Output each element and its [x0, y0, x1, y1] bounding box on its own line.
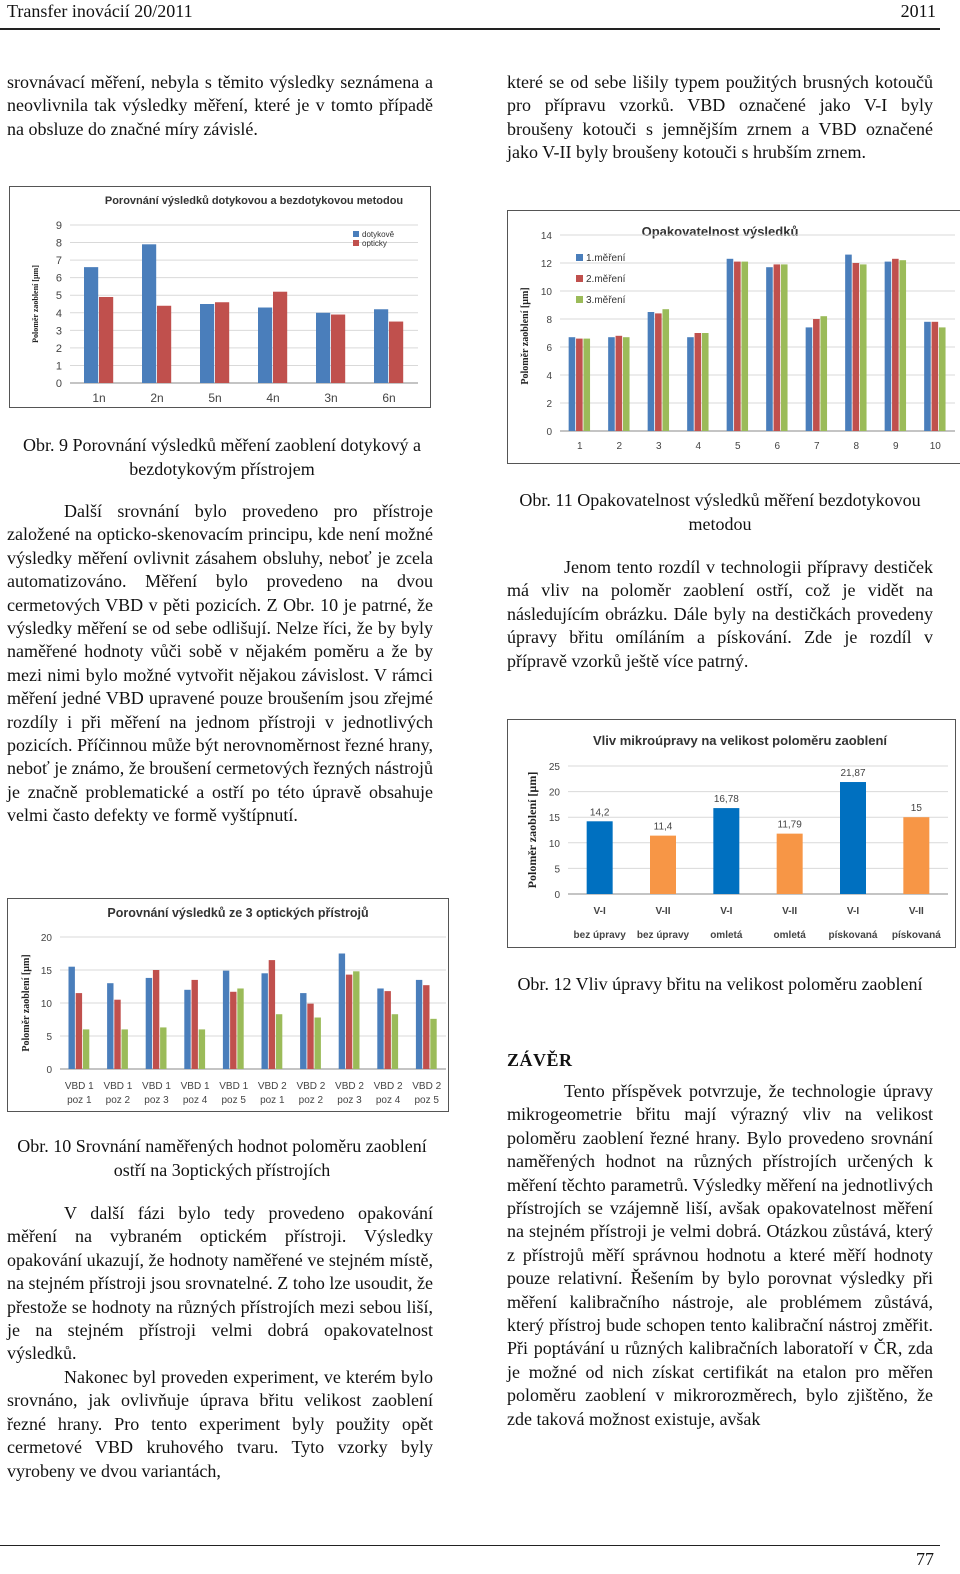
fig11-bar-1men-7 [806, 327, 813, 431]
fig10-category-label: poz 3 [337, 1095, 362, 1106]
fig11-bar-2men-2 [616, 336, 623, 431]
fig12-category-label: omletá [773, 930, 806, 941]
fig9-ytick-label: 7 [55, 255, 62, 268]
fig11-bar-3men-3 [662, 309, 669, 431]
fig12-category-label: pískovaná [828, 930, 878, 941]
fig10-ytick-label: 20 [40, 933, 52, 944]
fig10-category-label: VBD 2 [412, 1081, 442, 1092]
page-header [0, 0, 960, 30]
fig10-bar-pstroj3-9 [392, 1014, 398, 1069]
fig11-bar-3men-10 [939, 327, 946, 431]
fig10-category-label: VBD 2 [373, 1081, 403, 1092]
fig12-bar-2 [650, 836, 676, 894]
fig9-ytick-label: 9 [55, 220, 62, 232]
fig11-bar-2men-4 [695, 333, 702, 431]
fig12-data-label: 14,2 [589, 807, 610, 819]
fig11-bar-1men-8 [845, 255, 852, 431]
fig11-bar-3men-6 [781, 264, 788, 431]
fig12-ytick-label: 15 [548, 813, 560, 825]
fig10-bar-pstroj1-2 [107, 983, 113, 1069]
fig10-category-label: VBD 2 [296, 1081, 326, 1092]
fig9-legend-swatch [353, 231, 359, 237]
fig12-category-label: V-I [593, 906, 606, 917]
fig11-bar-3men-7 [820, 316, 827, 431]
fig11-category-label: 7 [813, 441, 820, 452]
fig10-ytick-label: 0 [46, 1065, 52, 1076]
fig11-bar-1men-5 [727, 259, 734, 431]
fig9-category-label: 3n [324, 391, 338, 405]
fig10-category-label: VBD 1 [219, 1081, 249, 1092]
fig9-bar-dotykov-3 [200, 304, 214, 383]
fig10-bar-pstroj2-5 [230, 992, 236, 1069]
fig10-category-label: VBD 1 [103, 1081, 133, 1092]
fig9-title: Porovnání výsledků dotykovou a bezdotykovou metodou [104, 195, 404, 207]
fig11-category-label: 5 [734, 441, 741, 452]
fig10-category-label: poz 5 [414, 1095, 439, 1106]
fig11-bar-1men-2 [608, 337, 615, 431]
fig10-bar-pstroj2-4 [192, 980, 198, 1069]
footer-rule [0, 1545, 940, 1546]
fig10-bar-pstroj1-7 [300, 993, 306, 1069]
fig10-category-label: poz 3 [144, 1095, 169, 1106]
fig11-bar-3men-9 [899, 260, 906, 431]
fig10-bar-pstroj3-1 [83, 1029, 89, 1069]
fig11-bar-3men-1 [583, 339, 590, 431]
fig12-ylabel: Poloměr zaoblení [µm] [525, 771, 539, 889]
fig9-category-label: 6n [382, 391, 396, 405]
fig10-bar-pstroj2-3 [153, 970, 159, 1069]
fig10-category-label: poz 4 [375, 1095, 401, 1106]
fig12-bar-1 [587, 821, 613, 894]
fig11-title: Opakovatelnost výsledků [641, 224, 799, 239]
fig10-bar-pstroj1-5 [223, 971, 229, 1069]
fig11-bar-3men-8 [860, 264, 867, 431]
fig11-ytick-label: 8 [546, 315, 552, 326]
fig10-bar-pstroj1-10 [416, 980, 422, 1069]
fig10-bar-pstroj1-1 [69, 967, 75, 1069]
left-paragraph-3: V další fázi bylo tedy provedeno opakování měření na vybraném optickém přístroji. Výsledky opakování ukazují, že hodnoty naměřené ve stejném místě, na stejném přístroji jsou srovnatelné. Z toho lze usoudit, že přestože se hodnoty na různých přístrojích mezi sebou liší, je na stejném přístroji velmi dobrá opakovatelnost výsledků. [7, 1203, 433, 1364]
fig11-bar-3men-5 [741, 262, 748, 431]
figure-12-svg [508, 720, 955, 947]
fig12-category-label: V-I [720, 906, 733, 917]
fig10-category-label: poz 2 [298, 1095, 324, 1106]
fig12-data-label: 11,4 [653, 821, 673, 833]
fig11-category-label: 10 [929, 441, 941, 452]
journal-title: Transfer inovácií 20/2011 [7, 1, 193, 21]
fig10-bar-pstroj1-3 [146, 978, 152, 1069]
fig11-ytick-label: 0 [546, 427, 552, 438]
fig11-bar-1men-6 [766, 267, 773, 431]
fig10-category-label: poz 1 [260, 1095, 285, 1106]
fig12-category-label: pískovaná [891, 930, 941, 941]
fig9-legend-label: dotykově [362, 230, 395, 239]
figure-10-svg [8, 899, 448, 1111]
fig10-bar-pstroj3-8 [353, 971, 359, 1069]
fig11-bar-2men-5 [734, 262, 741, 431]
fig10-category-label: VBD 2 [257, 1081, 287, 1092]
fig10-bar-pstroj1-8 [339, 954, 345, 1070]
fig10-bar-pstroj3-4 [199, 1029, 205, 1069]
conclusion-heading: ZÁVĚR [507, 1050, 573, 1070]
fig11-ytick-label: 14 [540, 231, 552, 242]
fig11-bar-2men-10 [932, 322, 939, 431]
fig10-bar-pstroj3-10 [430, 1019, 436, 1069]
header-year: 2011 [900, 1, 936, 21]
fig11-category-label: 9 [892, 441, 899, 452]
fig11-bar-3men-4 [702, 333, 709, 431]
fig12-data-label: 11,79 [777, 819, 802, 831]
header-rule [0, 28, 940, 30]
figure-11-svg [508, 211, 960, 463]
fig11-bar-3men-2 [623, 337, 630, 431]
fig11-category-label: 6 [774, 441, 781, 452]
page-number: 77 [916, 1549, 934, 1569]
fig12-category-label: bez úpravy [573, 930, 626, 941]
fig9-ytick-label: 6 [55, 272, 62, 285]
fig10-bar-pstroj1-6 [262, 973, 268, 1069]
fig12-category-label: bez úpravy [636, 930, 690, 941]
fig12-title: Vliv mikroúpravy na velikost poloměru zaoblení [592, 733, 888, 748]
figure-12-caption: Obr. 12 Vliv úpravy břitu na velikost poloměru zaoblení [517, 974, 923, 994]
fig10-bar-pstroj2-6 [269, 960, 275, 1069]
fig9-ytick-label: 2 [55, 342, 62, 355]
fig11-bar-1men-10 [924, 322, 931, 431]
fig11-category-label: 4 [695, 441, 702, 452]
fig9-category-label: 2n [150, 391, 164, 405]
right-paragraph-2: Jenom tento rozdíl v technologii přípravy destiček má vliv na poloměr zaoblení ostří, což je vidět na následujícím obrázku. Dále byly na destičkách provedeny úpravy břitu omíláním a pískování. Zde je rozdíl v přípravě vzorků ještě více patrný. [507, 557, 933, 671]
fig9-category-label: 5n [208, 391, 222, 405]
fig11-bar-1men-4 [687, 337, 694, 431]
fig9-bar-dotykov-5 [316, 313, 330, 383]
fig9-category-label: 1n [92, 391, 106, 405]
fig12-ytick-label: 0 [554, 890, 560, 901]
fig10-ytick-label: 15 [40, 966, 52, 977]
fig11-bar-1men-3 [648, 312, 655, 431]
fig10-category-label: poz 1 [67, 1095, 92, 1106]
fig12-category-label: omletá [710, 930, 743, 941]
fig9-bar-dotykov-6 [374, 309, 388, 383]
fig9-legend-swatch [353, 240, 359, 246]
right-paragraph-3: Tento příspěvek potvrzuje, že technologie úpravy mikrogeometrie břitu mají výrazný vliv na velikost poloměru zaoblení řezné hrany. Bylo provedeno srovnání naměřených hodnot na různých přístrojích určených k měření těchto parametrů. Výsledky měření na jednotlivých přístrojích se vzájemně liší, avšak opakovatelnost měření na stejném přístroji je velmi dobrá. Otázkou zůstává, který z přístrojů měří správnou hodnotu a které měří hodnoty pouze relativní. Řešením by bylo porovnat výsledky při měření kalibračního nástroje, ale problémem zůstává, který přístroj bude schopen tento kalibrační nástroj změřit. Při poptávání u různých kalibračních laboratoří v ČR, zda je možné od nich získat certifikát na etalon pro měřen poloměru zaoblení v mikrorozměrech, bylo zjištěno, že zde taková možnost existuje, avšak [507, 1081, 933, 1429]
fig11-bar-2men-7 [813, 319, 820, 431]
fig9-bar-opticky-1 [99, 297, 113, 383]
fig12-data-label: 16,78 [713, 794, 739, 806]
fig10-bar-pstroj3-6 [276, 1014, 282, 1069]
fig10-bar-pstroj2-2 [114, 1000, 120, 1069]
fig11-bar-2men-9 [892, 259, 899, 431]
fig12-data-label: 21,87 [840, 768, 866, 780]
fig9-bar-dotykov-2 [142, 244, 156, 383]
fig11-ytick-label: 12 [540, 259, 552, 270]
fig9-bar-opticky-4 [273, 292, 287, 383]
fig9-ytick-label: 8 [55, 237, 62, 250]
fig12-category-label: V-I [846, 906, 860, 917]
fig11-legend-label: 2.měření [586, 274, 626, 285]
fig11-legend-label: 1.měření [586, 253, 626, 264]
fig10-bar-pstroj3-2 [122, 1029, 128, 1069]
fig10-category-label: VBD 2 [335, 1081, 364, 1092]
fig12-category-label: V-II [782, 906, 798, 917]
fig10-bar-pstroj1-4 [184, 990, 190, 1069]
fig10-ytick-label: 10 [40, 999, 52, 1010]
fig11-legend-swatch [576, 275, 583, 282]
fig9-ytick-label: 4 [55, 307, 62, 320]
fig9-bar-opticky-6 [389, 322, 403, 383]
figure-9-svg [10, 187, 430, 407]
fig9-ytick-label: 3 [55, 325, 62, 338]
fig11-ytick-label: 10 [540, 287, 552, 298]
fig11-ylabel: Poloměr zaoblení [µm] [520, 287, 531, 385]
fig11-ytick-label: 6 [546, 343, 552, 354]
fig12-category-label: V-II [908, 906, 924, 917]
fig10-category-label: poz 4 [182, 1095, 208, 1106]
fig11-category-label: 3 [655, 441, 662, 452]
fig10-ylabel: Poloměr zaoblení [µm] [21, 954, 32, 1052]
fig10-bar-pstroj3-3 [160, 1027, 166, 1069]
fig9-ylabel: Poloměr zaoblení [µm] [31, 265, 40, 343]
fig10-bar-pstroj2-9 [385, 991, 391, 1069]
fig12-bar-3 [713, 808, 739, 894]
figure-9-caption: Obr. 9 Porovnání výsledků měření zaoblení dotykový a bezdotykovým přístrojem [23, 435, 421, 479]
fig12-bar-5 [840, 782, 866, 894]
fig10-bar-pstroj3-7 [315, 1018, 321, 1069]
fig9-bar-opticky-2 [157, 306, 171, 383]
fig9-legend-label: opticky [362, 239, 387, 248]
fig12-ytick-label: 5 [554, 864, 560, 876]
fig9-category-label: 4n [266, 391, 280, 405]
fig12-bar-6 [903, 817, 929, 894]
fig10-category-label: poz 5 [221, 1095, 246, 1106]
left-paragraph-2: Další srovnání bylo provedeno pro přístroje založené na opticko-skenovacím principu, kde není možné výsledky měření ovlivnit zásahem obsluhy, neboť je zcela automatizováno. Měření bylo provedeno na dvou cermetových VBD v pěti pozicích. Z Obr. 10 je patrné, že výsledky měření se od sebe odlišují. Nelze říci, že by byly naměřené hodnoty vůči sobě v nějakém poměru a že by mezi nimi bylo možné vytvořit nějakou závislost. V rámci měření jedné VBD upravené pouze broušením jsou zřejmé rozdíly i při měření na jednom přístroji v jednotlivých pozicích. Příčinnou může být nerovnoměrnost řezné hrany, neboť je známo, že broušení cermetových řezných nástrojů je značně problematické a ostří po této úpravě obsahuje velmi často defekty ve formě vyštípnutí. [7, 501, 433, 826]
fig10-category-label: poz 2 [105, 1095, 131, 1106]
fig10-ytick-label: 5 [46, 1032, 52, 1043]
left-paragraph-1: srovnávací měření, nebyla s těmito výsledky seznámena a neovlivnila tak výsledky měření, které je v tomto případě na obsluze do značné míry závislé. [7, 72, 433, 139]
fig11-bar-1men-1 [569, 337, 576, 431]
figure-10-chart [7, 898, 449, 1112]
figure-9-chart [9, 186, 431, 408]
fig11-ytick-label: 2 [546, 399, 552, 410]
fig9-bar-opticky-3 [215, 302, 229, 383]
fig12-bar-4 [777, 834, 803, 894]
figure-11-caption: Obr. 11 Opakovatelnost výsledků měření bezdotykovou metodou [519, 490, 921, 534]
fig11-category-label: 1 [576, 441, 583, 452]
fig10-bar-pstroj2-8 [346, 975, 352, 1069]
fig10-category-label: VBD 1 [142, 1081, 171, 1092]
fig9-ytick-label: 5 [55, 290, 62, 303]
fig10-title: Porovnání výsledků ze 3 optických přístrojů [107, 906, 369, 920]
fig9-bar-dotykov-4 [258, 308, 272, 383]
fig10-bar-pstroj1-9 [377, 988, 383, 1069]
fig11-bar-2men-6 [774, 264, 781, 431]
fig10-bar-pstroj2-1 [76, 993, 82, 1069]
fig12-ytick-label: 25 [548, 762, 560, 773]
fig10-bar-pstroj3-5 [237, 988, 243, 1069]
fig12-ytick-label: 20 [548, 787, 560, 799]
fig12-data-label: 15 [910, 803, 922, 815]
fig10-category-label: VBD 1 [180, 1081, 210, 1092]
figure-12-chart [507, 719, 956, 948]
fig12-category-label: V-II [655, 906, 671, 917]
right-paragraph-1: které se od sebe lišily typem použitých brusných kotoučů pro přípravu vzorků. VBD označené jako V-I byly broušeny kotouči s jemnějším zrnem a VBD označené jako V-II byly broušeny kotouči s hrubším zrnem. [507, 72, 933, 163]
figure-11-chart [507, 210, 960, 464]
fig10-bar-pstroj2-10 [423, 985, 429, 1069]
fig11-ytick-label: 4 [546, 371, 552, 382]
fig11-category-label: 8 [853, 441, 860, 452]
fig11-legend-swatch [576, 254, 583, 261]
fig9-bar-opticky-5 [331, 315, 345, 383]
fig9-ytick-label: 1 [55, 360, 62, 373]
fig12-ytick-label: 10 [548, 838, 560, 850]
fig10-category-label: VBD 1 [64, 1081, 94, 1092]
fig9-bar-dotykov-1 [84, 267, 98, 383]
fig9-ytick-label: 0 [55, 378, 62, 390]
fig11-legend-label: 3.měření [586, 295, 626, 306]
fig11-legend-swatch [576, 296, 583, 303]
fig11-bar-2men-8 [853, 263, 860, 431]
fig11-bar-2men-1 [576, 339, 583, 431]
fig11-category-label: 2 [616, 441, 623, 452]
fig11-bar-1men-9 [885, 262, 892, 431]
left-paragraph-4: Nakonec byl proveden experiment, ve kterém bylo srovnáno, jak ovlivňuje úprava břitu velikost zaoblení řezné hrany. Pro tento experiment byly použity opět cermetové VBD kruhového tvaru. Tyto vzorky byly vyrobeny ve dvou variantách, [7, 1367, 433, 1481]
fig11-bar-2men-3 [655, 313, 662, 431]
figure-10-caption: Obr. 10 Srovnání naměřených hodnot poloměru zaoblení ostří na 3optických přístrojích [17, 1136, 427, 1180]
fig10-bar-pstroj2-7 [307, 1004, 313, 1069]
